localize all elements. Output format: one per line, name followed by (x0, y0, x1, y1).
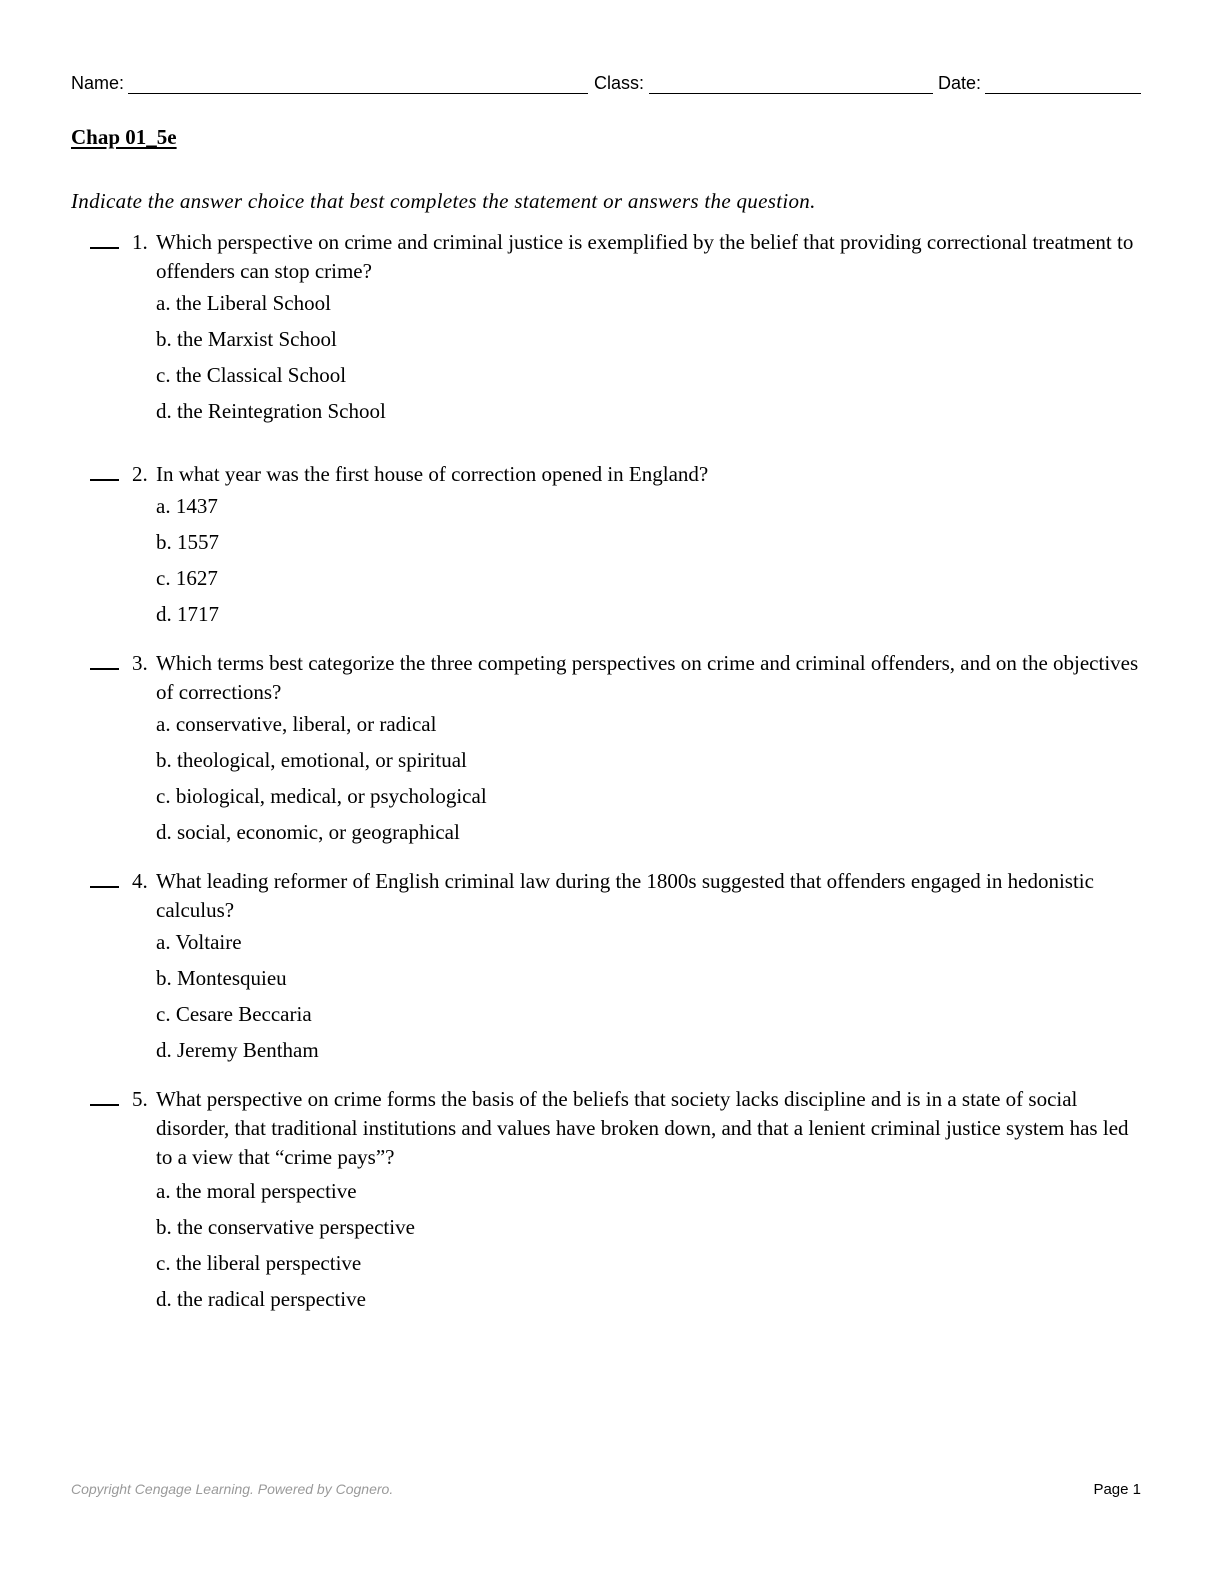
class-field-line[interactable] (649, 93, 933, 94)
choice-c[interactable]: c. the liberal perspective (156, 1251, 362, 1275)
question-text (156, 460, 1146, 489)
question-text (156, 228, 1146, 286)
choice-list (156, 710, 487, 854)
choice-d[interactable]: d. the radical perspective (156, 1287, 366, 1311)
question-number: 5. (132, 1087, 148, 1111)
choice-b[interactable]: b. the conservative perspective (156, 1215, 415, 1239)
answer-blank[interactable] (90, 479, 119, 481)
choice-list (156, 1177, 415, 1321)
choice-b[interactable]: b. theological, emotional, or spiritual (156, 748, 467, 772)
instructions: Indicate the answer choice that best completes the statement or answers the question. (71, 189, 816, 213)
choice-b[interactable]: b. Montesquieu (156, 966, 287, 990)
choice-b[interactable]: b. 1557 (156, 530, 219, 554)
choice-c[interactable]: c. 1627 (156, 566, 218, 590)
date-field-line[interactable] (985, 93, 1141, 94)
choice-c[interactable]: c. Cesare Beccaria (156, 1002, 312, 1026)
choice-b[interactable]: b. the Marxist School (156, 327, 337, 351)
question-text-body: Which terms best categorize the three competing perspectives on crime and criminal offenders, and on the objectives of corrections? (156, 651, 1139, 704)
choice-a[interactable]: a. 1437 (156, 494, 218, 518)
choice-d[interactable]: d. 1717 (156, 602, 219, 626)
copyright-footer: Copyright Cengage Learning. Powered by Cognero. (71, 1481, 394, 1497)
question-number: 3. (132, 651, 148, 675)
student-info-header (71, 72, 1141, 98)
choice-d[interactable]: d. Jeremy Bentham (156, 1038, 319, 1062)
choice-list (156, 492, 219, 636)
choice-a[interactable]: a. Voltaire (156, 930, 242, 954)
answer-blank[interactable] (90, 247, 119, 249)
question-text-body: What leading reformer of English criminal law during the 1800s suggested that offenders engaged in hedonistic calculus? (156, 869, 1094, 922)
chapter-title: Chap 01_5e (71, 125, 177, 149)
page-number: Page 1 (1093, 1481, 1141, 1498)
choice-list (156, 289, 386, 433)
question-text (156, 867, 1146, 925)
choice-c[interactable]: c. biological, medical, or psychological (156, 784, 487, 808)
name-field-line[interactable] (128, 93, 588, 94)
question-text (156, 649, 1146, 707)
question-number: 1. (132, 230, 148, 254)
question-number: 4. (132, 869, 148, 893)
answer-blank[interactable] (90, 668, 119, 670)
question-text-body: What perspective on crime forms the basis of the beliefs that society lacks discipline and is in a state of social disorder, that traditional institutions and values have broken down, and that a lenient criminal justice system has led to a view that “crime pays”? (156, 1087, 1129, 1169)
choice-c[interactable]: c. the Classical School (156, 363, 347, 387)
choice-a[interactable]: a. the Liberal School (156, 291, 331, 315)
question-text (156, 1085, 1146, 1172)
choice-d[interactable]: d. the Reintegration School (156, 399, 386, 423)
name-label: Name: (71, 73, 125, 93)
choice-a[interactable]: a. the moral perspective (156, 1179, 357, 1203)
question-text-body: In what year was the first house of correction opened in England? (156, 462, 709, 486)
answer-blank[interactable] (90, 1104, 119, 1106)
date-label: Date: (938, 73, 982, 93)
class-label: Class: (594, 73, 645, 93)
choice-list (156, 928, 319, 1072)
question-text-body: Which perspective on crime and criminal justice is exemplified by the belief that providing correctional treatment to offenders can stop crime? (156, 230, 1134, 283)
answer-blank[interactable] (90, 886, 119, 888)
choice-d[interactable]: d. social, economic, or geographical (156, 820, 460, 844)
question-number: 2. (132, 462, 148, 486)
choice-a[interactable]: a. conservative, liberal, or radical (156, 712, 437, 736)
